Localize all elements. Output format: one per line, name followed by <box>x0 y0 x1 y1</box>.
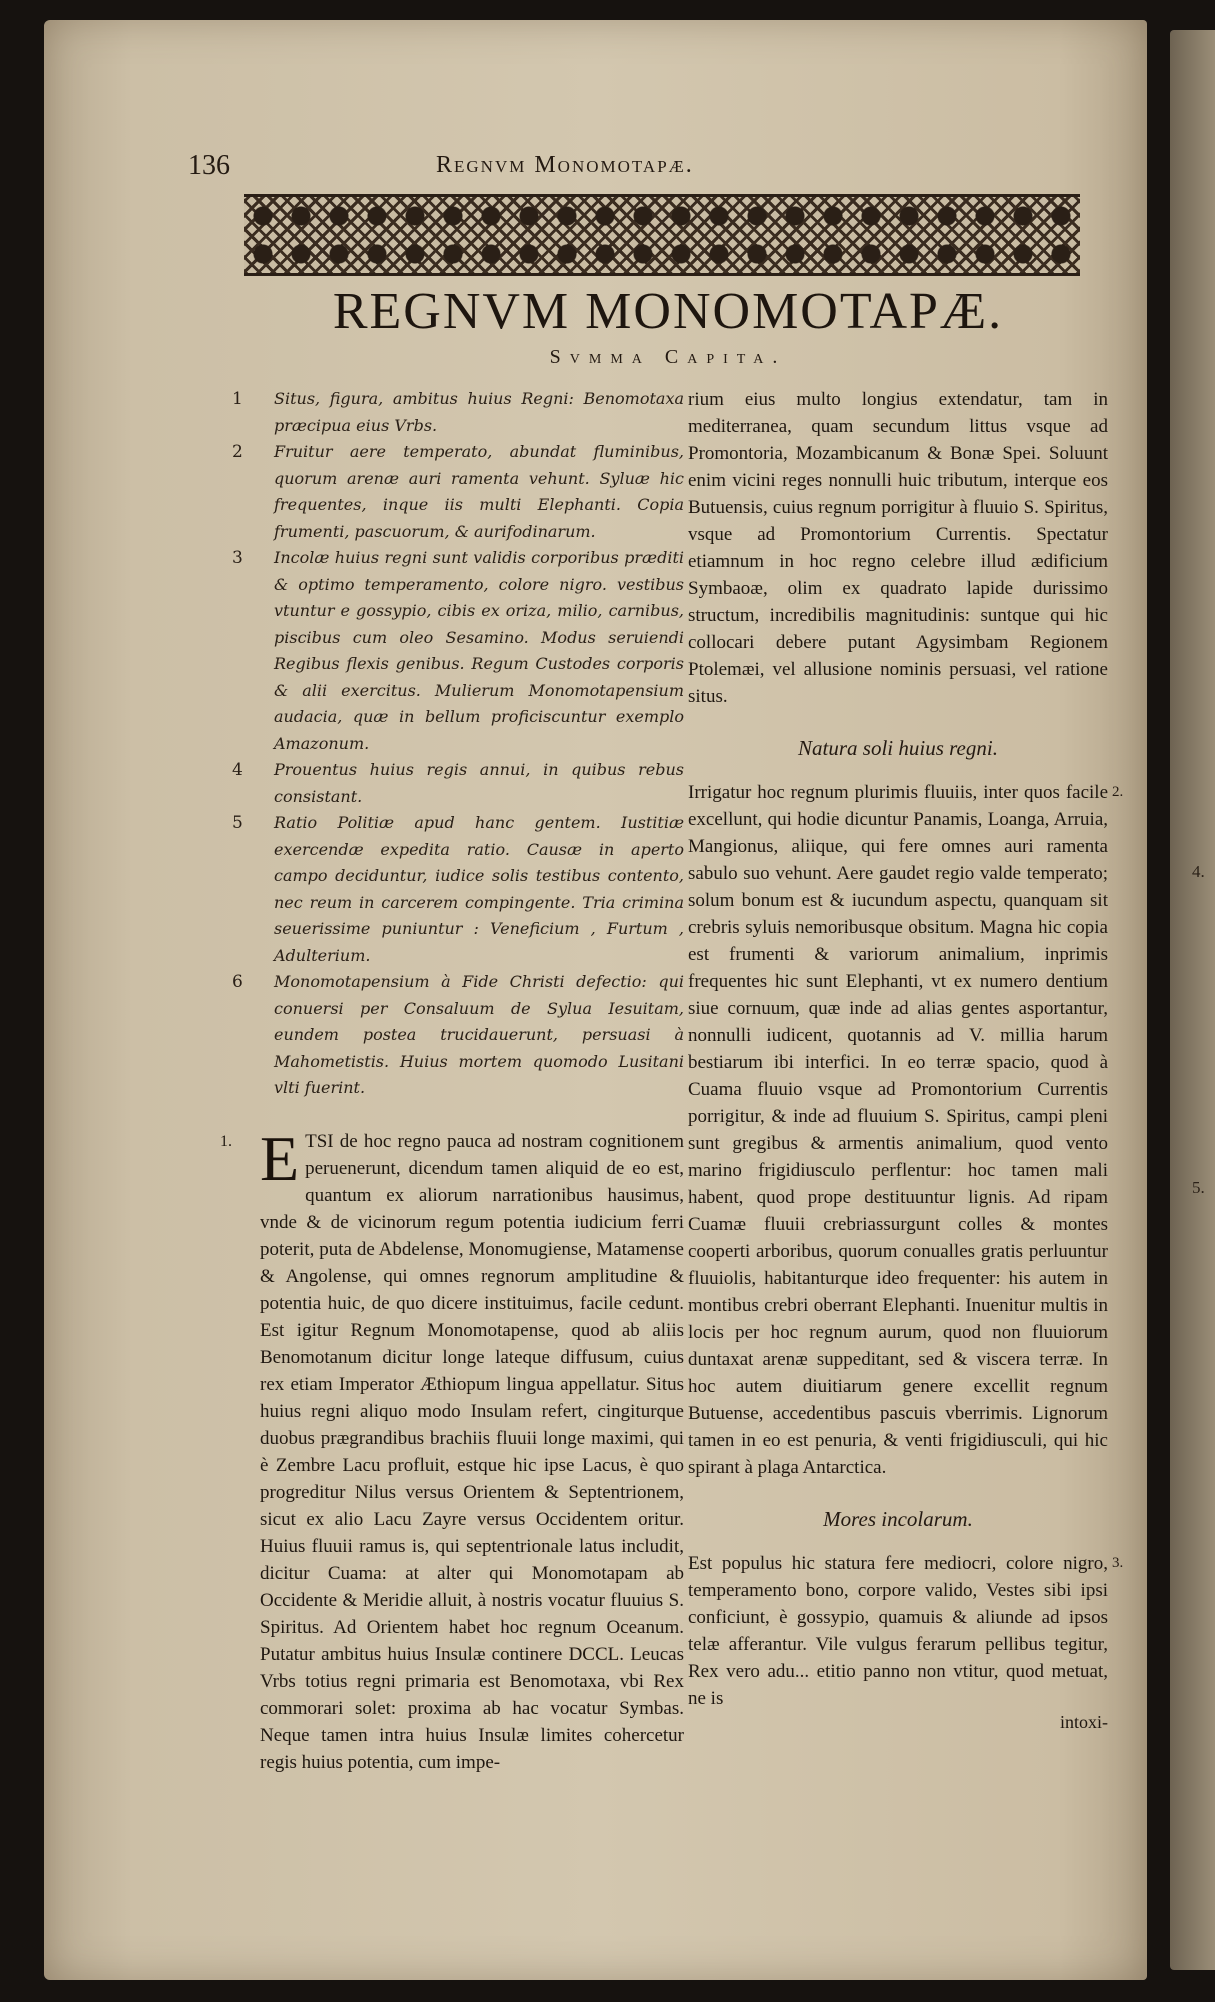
soil-paragraph <box>688 779 1124 1481</box>
customs-paragraph <box>688 1550 1124 1712</box>
summary-text: Incolæ huius regni sunt validis corporibus præditi & optimo temperamento, colore nigro. vestibus vtuntur e gossypio, cibis ex oriza, milio, carnibus, piscibus cum oleo Sesamino. Modus seruiendi Regibus flexis genibus. Regum Custodes corporis & alii exercitus. Mulierum Monomotapensium audacia, quæ in bellum proficiscuntur exemplo Amazonum. <box>274 548 684 753</box>
margin-number: 3. <box>1112 1555 1124 1571</box>
page-number: 136 <box>188 150 230 181</box>
paragraph-text: TSI de hoc regno pauca ad nostram cognitionem peruenerunt, dicendum tamen aliquid de eo est, quantum ex aliorum narrationibus hausimus, vnde & de vicinorum regum potentia iudicium ferri poterit, puta de Abdelense, Monomugiense, Matamense & Angolense, qui omnes regnorum amplitudine & potentia huic, de quo dicere instituimus, facile cedunt. Est igitur Regnum Monomotapense, quod ab aliis Benomotanum dicitur longe lateque diffusum, cuius rex etiam Imperator Æthiopum lingua appellatur. Situs huius regni aliquo modo Insulam refert, cingiturque duobus prægrandibus brachiis fluuii longe maximi, qui è Zembre Lacu profluit, estque hic ipse Lacus, è quo progreditur Nilus versus Orientem & Septentrionem, sicut ex alio Lacu Zayre versus Occidentem oritur. Huius fluuii ramus is, qui septentrionale latus includit, dicitur Cuama: at alter qui Monomotapam ab Occidente & Meridie alluit, à nostris vocatur fluuius S. Spiritus. Ad Orientem habet hoc regnum Oceanum. Putatur ambitus huius Insulæ continere DCCL. Leucas Vrbs totius regni primaria est Benomotaxa, vbi Rex commorari solet: proxima ab hac vocatur Symbas. Neque tamen intra huius Insulæ limites cohercetur regis huius potentia, cum impe- <box>260 1130 684 1773</box>
main-paragraph <box>220 1122 684 1776</box>
paragraph-text: Est populus hic statura fere mediocri, colore nigro, temperamento bono, corpore valido, Vestes sibi ipsi conficiunt, è gossypio, quamuis & aliunde ad ipsos telæ afferantur. Vile vulgus ferarum pellibus tegitur, Rex vero adu... etitio panno non vtitur, quod metuat, ne is <box>688 1553 1108 1709</box>
page-title: REGNVM MONOMOTAPÆ. <box>332 283 1004 340</box>
next-page-edge <box>1170 30 1215 1970</box>
decorative-headpiece <box>244 194 1080 276</box>
summary-text: Ratio Politiæ apud hanc gentem. Iustitiæ exercendæ expedita ratio. Causæ in aperto campo deciduntur, iudice solis testibus contento, nec reum in carcerem compingente. Tria crimina seuerissime puniuntur : Veneficium , Furtum , Adulterium. <box>274 813 684 965</box>
running-head: Regnvm Monomotapæ. <box>436 152 694 178</box>
summary-text: Prouentus huius regis annui, in quibus rebus consistant. <box>274 760 684 806</box>
catchword: intoxi- <box>1060 1712 1108 1732</box>
summary-text: Fruitur aere temperato, abundat fluminibus, quorum arenæ auri ramenta vehunt. Syluæ hic frequentes, inque iis multi Elephanti. Copia frumenti, pascuorum, & aurifodinarum. <box>274 442 684 541</box>
summary-number: 1 <box>232 389 243 409</box>
section-heading-customs: Mores incolarum. <box>823 1507 973 1531</box>
summary-number: 3 <box>232 548 243 568</box>
page-subtitle: Svmma Capita. <box>549 346 787 368</box>
summary-item <box>232 810 684 969</box>
summary-number: 6 <box>232 972 243 992</box>
left-column <box>220 386 684 1776</box>
summary-item <box>232 386 684 439</box>
section-heading-soil: Natura soli huius regni. <box>798 736 998 760</box>
summary-item <box>232 545 684 757</box>
summary-text: Situs, figura, ambitus huius Regni: Benomotaxa præcipua eius Vrbs. <box>274 389 684 435</box>
drop-cap: E <box>260 1122 300 1194</box>
summary-number: 4 <box>232 760 243 780</box>
next-page-margin-number: 5. <box>1192 1178 1205 1197</box>
summary-text: Monomotapensium à Fide Christi defectio: qui conuersi per Consaluum de Sylua Iesuitam, eundem postea trucidauerunt, persuasi à Mahometistis. Huius mortem quomodo Lusitani vlti fuerint. <box>274 972 684 1097</box>
page-header <box>188 150 1088 186</box>
margin-number: 2. <box>1112 784 1124 800</box>
right-column <box>688 386 1124 1733</box>
paragraph-text: Irrigatur hoc regnum plurimis fluuiis, inter quos facile excellunt, qui hodie dicuntur Panamis, Loanga, Arruia, Mangionus, aliique, qui fere omnes auri ramenta sabulo suo vehunt. Aere gaudet regio valde temperato; solum bonum est & iucundum aspectu, quanquam sit crebris syluis nemoribusque obsitum. Magna hic copia est frumenti & variorum animalium, inprimis frequentes hic sunt Elephanti, vt ex numero dentium siue cornuum, quæ inde ad alias gentes asportantur, nonnulli iudicent, quotannis ad V. millia harum bestiarum ibi interfici. In eo terræ spacio, quod à Cuama fluuio vsque ad Promontorium Currentis porrigitur, & inde ad fluuium S. Spiritus, campi pleni sunt gregibus & armentis animalium, quod vento marino frigidiusculo perflentur: hoc tamen mali habent, quod prope destituuntur lignis. Ad ripam Cuamæ fluuii crebriassurgunt colles & montes cooperti arboribus, quorum conualles gratis perluuntur fluuiolis, habitanturque ideo frequenter: his autem in montibus crebri oberrant Elephanti. Inuenitur multis in locis per hoc regnum aurum, quod non fluuiorum duntaxat arenæ suppeditant, sed & viscera terræ. In hoc autem diuitiarum genere excellit regnum Butuense, accedentibus pascuis vberrimis. Lignorum tamen in eo est penuria, & venti frigidiusculi, qui hic spirant à plaga Antarctica. <box>688 782 1108 1478</box>
summary-number: 2 <box>232 442 243 462</box>
summary-number: 5 <box>232 813 243 833</box>
summary-item <box>232 757 684 810</box>
next-page-margin-number: 4. <box>1192 862 1205 881</box>
continued-paragraph: rium eius multo longius extendatur, tam in mediterranea, quam secundum littus vsque ad Promontoria, Mozambicanum & Bonæ Spei. Soluunt enim vicini reges nonnulli huic tributum, interque eos Butuensis, cuius regnum porrigitur à fluuio S. Spiritus, vsque ad Promontorium Currentis. Spectatur etiamnum in hoc regno celebre illud ædificium Symbaoæ, olim ex quadrato lapide durissimo structum, incredibilis magnitudinis: suntque qui hic collocari debere putant Agysimbam Regionem Ptolemæi, vel allusione nominis persuasi, vel ratione situs. <box>688 389 1108 707</box>
summary-item <box>232 969 684 1102</box>
summary-list <box>232 386 684 1102</box>
summary-item <box>232 439 684 545</box>
margin-number: 1. <box>220 1132 232 1150</box>
